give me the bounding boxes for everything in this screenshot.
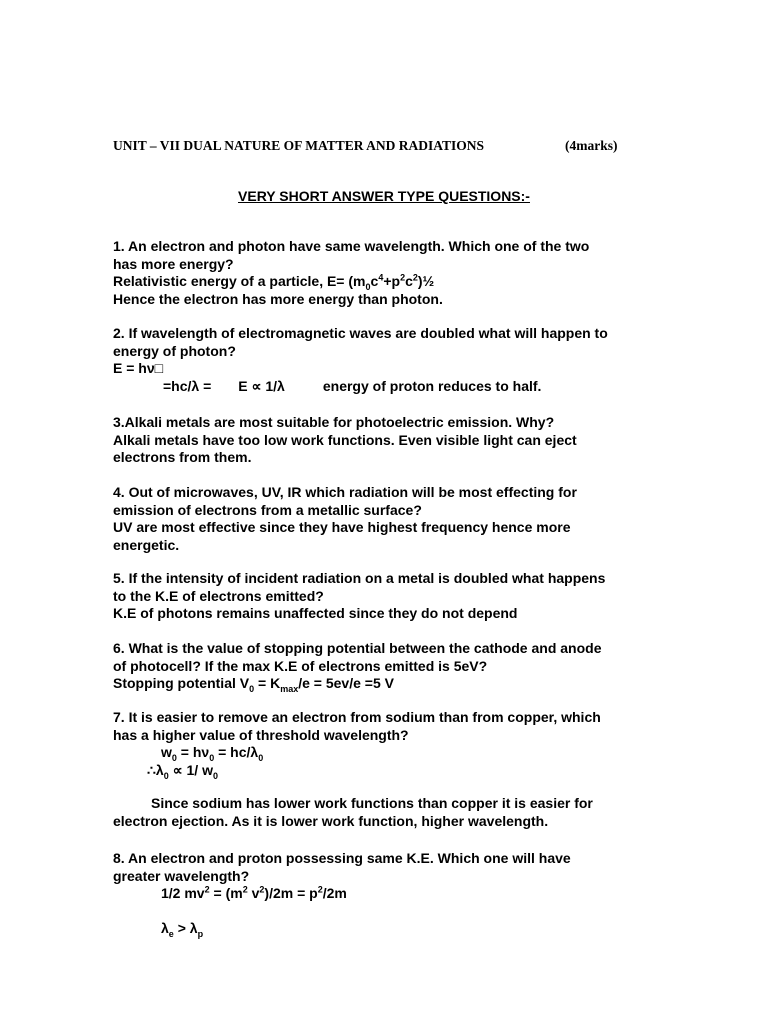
q5-answer: K.E of photons remains unaffected since they do not depend: [113, 605, 518, 621]
question-1: [113, 238, 653, 308]
q7-line: 7. It is easier to remove an electron from sodium than from copper, which: [113, 709, 601, 725]
q7-line: has a higher value of threshold wavelength?: [113, 726, 409, 743]
q7-formula: $\therefore\lambda_0 \propto 1/$ $w_0$: [147, 761, 218, 781]
unit-title-text: UNIT – VII DUAL NATURE OF MATTER AND RADIATIONS: [113, 138, 485, 153]
q1-line: 1. An electron and photon have same wavelength. Which one of the two: [113, 238, 590, 254]
q7-answer: electron ejection. As it is lower work function, higher wavelength.: [113, 812, 549, 829]
q2-answer: =hc/λ = E ∝ 1/λ energy of proton reduces to half.: [163, 377, 542, 394]
q6-line: 6. What is the value of stopping potential between the cathode and anode: [113, 640, 602, 656]
q1-answer: Hence the electron has more energy than photon.: [113, 290, 443, 307]
q8-line: 8. An electron and proton possessing same K.E. Which one will have: [113, 850, 571, 866]
q6-answer: Stopping potential $V_0 = K_{max}/e = 5ev/e =5$ V: [113, 675, 394, 694]
question-4: [113, 484, 653, 554]
q2-formula: E = hν□: [113, 360, 164, 376]
q6-line: of photocell? If the max K.E of electrons emitted is 5eV?: [113, 657, 488, 674]
q4-line: 4. Out of microwaves, UV, IR which radiation will be most effecting for: [113, 484, 577, 500]
question-8: [113, 850, 653, 937]
question-2: [113, 325, 653, 395]
question-5: [113, 570, 653, 623]
q7-formula: $w_0 = h\nu_0 = hc/\lambda_0$: [161, 744, 264, 763]
q4-answer: energetic.: [113, 536, 180, 553]
q4-answer: UV are most effective since they have highest frequency hence more: [113, 519, 571, 535]
q4-line: emission of electrons from a metallic surface?: [113, 501, 422, 518]
question-6: [113, 640, 653, 693]
q3-line: 3.Alkali metals are most suitable for photoelectric emission. Why?: [113, 414, 555, 430]
question-3: [113, 414, 653, 467]
question-7: [113, 709, 653, 830]
q5-line: to the K.E of electrons emitted?: [113, 587, 324, 604]
q1-formula: Relativistic energy of a particle, $E= (m_0c^4+p^2c^2)\frac{1}{2}$: [113, 272, 435, 292]
q8-answer: $\lambda_e > \lambda_p$: [161, 919, 204, 939]
unit-marks: (4marks): [565, 138, 618, 153]
unit-title: [113, 138, 673, 154]
section-heading: VERY SHORT ANSWER TYPE QUESTIONS:-: [238, 188, 530, 204]
q2-line: 2. If wavelength of electromagnetic waves are doubled what will happen to: [113, 325, 608, 341]
q8-line: greater wavelength?: [113, 867, 250, 884]
q3-answer: Alkali metals have too low work functions. Even visible light can eject: [113, 431, 577, 448]
q5-line: 5. If the intensity of incident radiation on a metal is doubled what happens: [113, 570, 606, 586]
q3-answer: electrons from them.: [113, 449, 252, 465]
q1-line: has more energy?: [113, 255, 234, 272]
q2-line: energy of photon?: [113, 342, 236, 359]
q8-formula: 1/2 $mv^2 = (m^2$ $v^2)/2m = p^2/2m$: [161, 884, 347, 901]
q7-answer: Since sodium has lower work functions than copper it is easier for: [151, 795, 593, 811]
